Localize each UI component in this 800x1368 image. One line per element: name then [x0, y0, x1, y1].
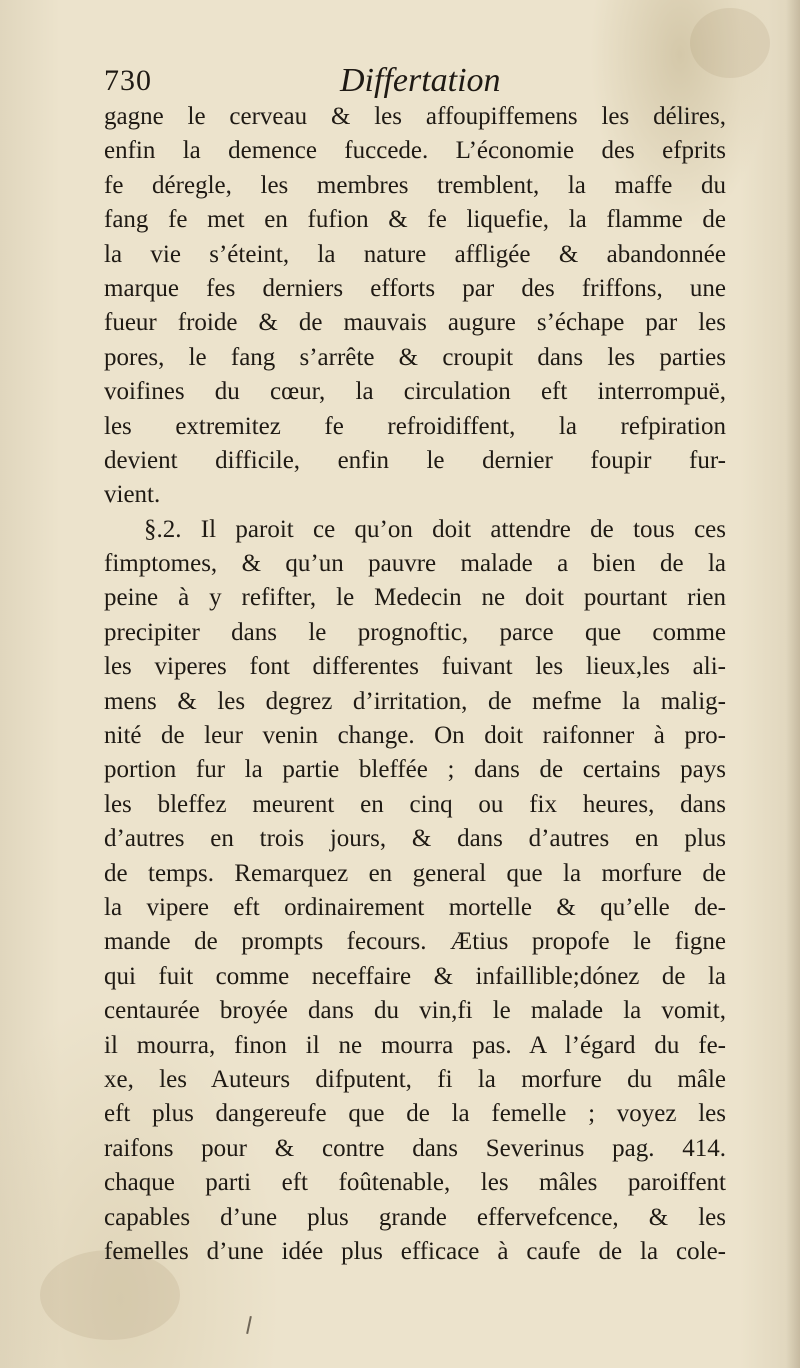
text-line: centaurée broyée dans du vin,fi le malade la vomit,: [104, 997, 726, 1025]
text-line: fe déregle, les membres tremblent, la maffe du: [104, 171, 726, 199]
text-line: les extremitez fe refroidiffent, la refpiration: [104, 412, 726, 440]
text-line: voifines du cœur, la circulation eft interrompuë,: [104, 378, 726, 406]
text-line: eft plus dangereufe que de la femelle ; voyez les: [104, 1100, 726, 1128]
text-line: marque fes derniers efforts par des friffons, une: [104, 274, 726, 302]
text-line: devient difficile, enfin le dernier foupir fur-: [104, 446, 726, 474]
text-line: femelles d’une idée plus efficace à caufe de la cole-: [104, 1237, 726, 1265]
text-line: capables d’une plus grande effervefcence, & les: [104, 1203, 726, 1231]
text-line: la vipere eft ordinairement mortelle & qu’elle de-: [104, 893, 726, 921]
page-number: 730: [104, 64, 152, 97]
text-line: mens & les degrez d’irritation, de mefme la malig-: [104, 687, 726, 715]
text-line: peine à y refifter, le Medecin ne doit pourtant rien: [104, 584, 726, 612]
body-text: [104, 100, 726, 1269]
text-line: qui fuit comme neceffaire & infaillible;dónez de la: [104, 962, 726, 990]
running-head: [104, 64, 704, 104]
text-line: la vie s’éteint, la nature affligée & abandonnée: [104, 240, 726, 268]
text-line: nité de leur venin change. On doit raifonner à pro-: [104, 722, 726, 750]
text-line: les bleffez meurent en cinq ou fix heures, dans: [104, 790, 726, 818]
text-line: les viperes font differentes fuivant les lieux,les ali-: [104, 653, 726, 681]
text-line: precipiter dans le prognoftic, parce que comme: [104, 618, 726, 646]
ink-mark: [246, 1316, 252, 1334]
text-line: fang fe met en fufion & fe liquefie, la flamme de: [104, 206, 726, 234]
text-line: mande de prompts fecours. Ætius propofe le figne: [104, 928, 726, 956]
text-line: raifons pour & contre dans Severinus pag. 414.: [104, 1134, 726, 1162]
text-line: fueur froide & de mauvais augure s’échape par les: [104, 309, 726, 337]
running-title: Differtation: [340, 62, 501, 99]
text-line: portion fur la partie bleffée ; dans de certains pays: [104, 756, 726, 784]
text-line: fimptomes, & qu’un pauvre malade a bien de la: [104, 550, 726, 578]
paragraph-start-line: §.2. Il paroit ce qu’on doit attendre de tous ces: [144, 515, 726, 543]
text-line: pores, le fang s’arrête & croupit dans les parties: [104, 343, 726, 371]
text-line: d’autres en trois jours, & dans d’autres en plus: [104, 825, 726, 853]
text-line: enfin la demence fuccede. L’économie des efprits: [104, 137, 726, 165]
text-line: xe, les Auteurs difputent, fi la morfure du mâle: [104, 1065, 726, 1093]
page-edge-shadow: [786, 0, 800, 1368]
text-line: il mourra, finon il ne mourra pas. A l’égard du fe-: [104, 1031, 726, 1059]
text-line: gagne le cerveau & les affoupiffemens les délires,: [104, 103, 726, 130]
text-line: de temps. Remarquez en general que la morfure de: [104, 859, 726, 887]
text-line: vient.: [104, 481, 161, 509]
text-line: chaque parti eft foûtenable, les mâles paroiffent: [104, 1169, 726, 1197]
